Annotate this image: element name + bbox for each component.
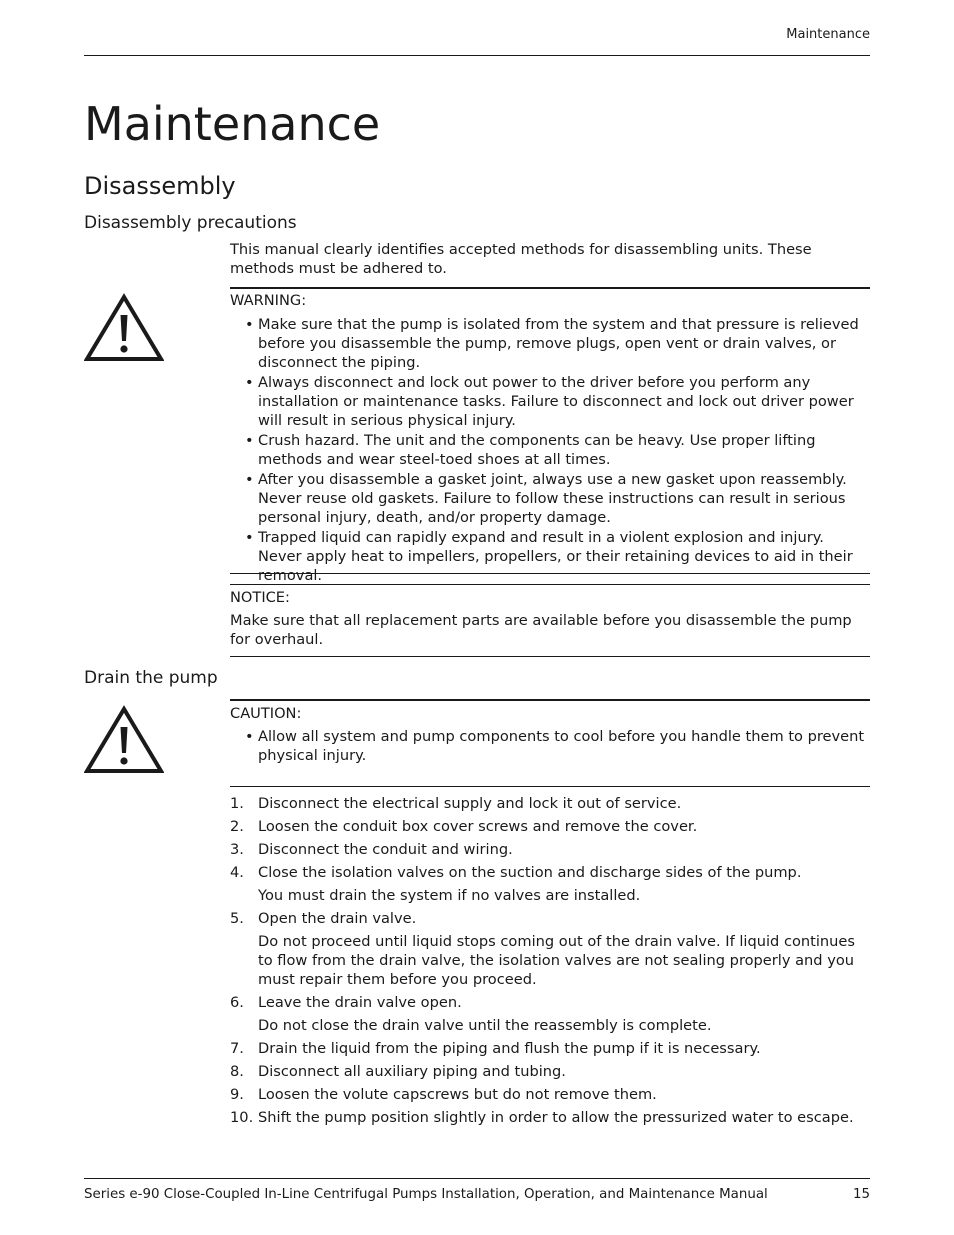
warning-top-rule bbox=[230, 287, 870, 289]
bullet-icon: • bbox=[245, 432, 254, 449]
bullet-icon: • bbox=[245, 316, 254, 333]
warning-bottom-rule bbox=[230, 573, 870, 574]
step-item bbox=[230, 1085, 870, 1104]
drain-steps-list bbox=[230, 794, 870, 1127]
warning-item bbox=[230, 431, 870, 469]
step-number: 10. bbox=[230, 1109, 254, 1126]
step-item bbox=[230, 863, 870, 905]
header-rule bbox=[84, 55, 870, 56]
warning-item bbox=[230, 373, 870, 430]
step-item bbox=[230, 840, 870, 859]
step-number: 4. bbox=[230, 864, 244, 881]
step-number: 5. bbox=[230, 910, 244, 927]
running-head: Maintenance bbox=[786, 27, 870, 42]
warning-item-text: Crush hazard. The unit and the components can be heavy. Use proper lifting methods and wear steel-toed shoes at all times. bbox=[258, 432, 816, 468]
footer-text: Series e-90 Close-Coupled In-Line Centrifugal Pumps Installation, Operation, and Maintenance Manual bbox=[84, 1187, 768, 1202]
step-number: 8. bbox=[230, 1063, 244, 1080]
warning-label: WARNING: bbox=[230, 292, 307, 309]
caution-list bbox=[230, 727, 870, 765]
warning-item-text: Always disconnect and lock out power to the driver before you perform any installation or maintenance tasks. Failure to disconnect and lock out driver power will result in serious physical injury. bbox=[258, 374, 854, 429]
page-title: Maintenance bbox=[84, 97, 381, 151]
notice-text: Make sure that all replacement parts are available before you disassemble the pump for overhaul. bbox=[230, 612, 852, 648]
step-text: Leave the drain valve open. bbox=[258, 994, 462, 1011]
caution-bottom-rule bbox=[230, 786, 870, 787]
warning-list-container bbox=[230, 315, 870, 586]
warning-item-text: After you disassemble a gasket joint, always use a new gasket upon reassembly. Never reuse old gaskets. Failure to follow these instructions can result in serious personal injury, death, and/or property damage. bbox=[258, 471, 847, 526]
step-text: Disconnect the electrical supply and lock it out of service. bbox=[258, 795, 682, 812]
step-number: 3. bbox=[230, 841, 244, 858]
bullet-icon: • bbox=[245, 529, 254, 546]
step-item bbox=[230, 1108, 870, 1127]
step-item bbox=[230, 993, 870, 1035]
step-number: 1. bbox=[230, 795, 244, 812]
step-number: 6. bbox=[230, 994, 244, 1011]
caution-item-text: Allow all system and pump components to cool before you handle them to prevent physical injury. bbox=[258, 728, 865, 764]
notice-bottom-rule bbox=[230, 656, 870, 657]
step-item bbox=[230, 1062, 870, 1081]
step-note: You must drain the system if no valves are installed. bbox=[258, 887, 641, 904]
step-text: Shift the pump position slightly in order to allow the pressurized water to escape. bbox=[258, 1109, 854, 1126]
step-item bbox=[230, 1039, 870, 1058]
step-number: 9. bbox=[230, 1086, 244, 1103]
warning-item bbox=[230, 315, 870, 372]
warning-item bbox=[230, 470, 870, 527]
step-text: Drain the liquid from the piping and flush the pump if it is necessary. bbox=[258, 1040, 761, 1057]
step-text: Close the isolation valves on the suction and discharge sides of the pump. bbox=[258, 864, 802, 881]
subsection-heading-precautions: Disassembly precautions bbox=[84, 213, 297, 233]
caution-item bbox=[230, 727, 870, 765]
warning-triangle-icon bbox=[84, 293, 164, 363]
footer-rule bbox=[84, 1178, 870, 1179]
section-heading: Disassembly bbox=[84, 172, 236, 200]
step-text: Open the drain valve. bbox=[258, 910, 417, 927]
warning-item bbox=[230, 528, 870, 585]
step-number: 7. bbox=[230, 1040, 244, 1057]
step-text: Loosen the volute capscrews but do not remove them. bbox=[258, 1086, 657, 1103]
step-text: Disconnect all auxiliary piping and tubing. bbox=[258, 1063, 566, 1080]
warning-item-text: Trapped liquid can rapidly expand and result in a violent explosion and injury. Never apply heat to impellers, propellers, or their retaining devices to aid in their removal. bbox=[258, 529, 853, 584]
bullet-icon: • bbox=[245, 374, 254, 391]
step-item bbox=[230, 909, 870, 989]
step-note: Do not close the drain valve until the reassembly is complete. bbox=[258, 1017, 712, 1034]
intro-paragraph: This manual clearly identifies accepted methods for disassembling units. These methods must be adhered to. bbox=[230, 241, 812, 277]
steps-container bbox=[230, 794, 870, 1131]
page-number: 15 bbox=[852, 1187, 870, 1202]
subsection-heading-drain: Drain the pump bbox=[84, 668, 218, 688]
warning-list bbox=[230, 315, 870, 585]
notice-top-rule bbox=[230, 584, 870, 585]
step-item bbox=[230, 794, 870, 813]
caution-list-container bbox=[230, 727, 870, 766]
caution-label: CAUTION: bbox=[230, 705, 302, 722]
caution-top-rule bbox=[230, 699, 870, 701]
warning-item-text: Make sure that the pump is isolated from the system and that pressure is relieved before you disassemble the pump, remove plugs, open vent or drain valves, or disconnect the piping. bbox=[258, 316, 859, 371]
step-number: 2. bbox=[230, 818, 244, 835]
step-item bbox=[230, 817, 870, 836]
bullet-icon: • bbox=[245, 471, 254, 488]
bullet-icon: • bbox=[245, 728, 254, 745]
step-note: Do not proceed until liquid stops coming out of the drain valve. If liquid continues to flow from the drain valve, the isolation valves are not sealing properly and you must repair them before you proceed. bbox=[258, 933, 856, 988]
step-text: Disconnect the conduit and wiring. bbox=[258, 841, 513, 858]
warning-triangle-icon bbox=[84, 705, 164, 775]
notice-label: NOTICE: bbox=[230, 589, 290, 606]
step-text: Loosen the conduit box cover screws and remove the cover. bbox=[258, 818, 698, 835]
